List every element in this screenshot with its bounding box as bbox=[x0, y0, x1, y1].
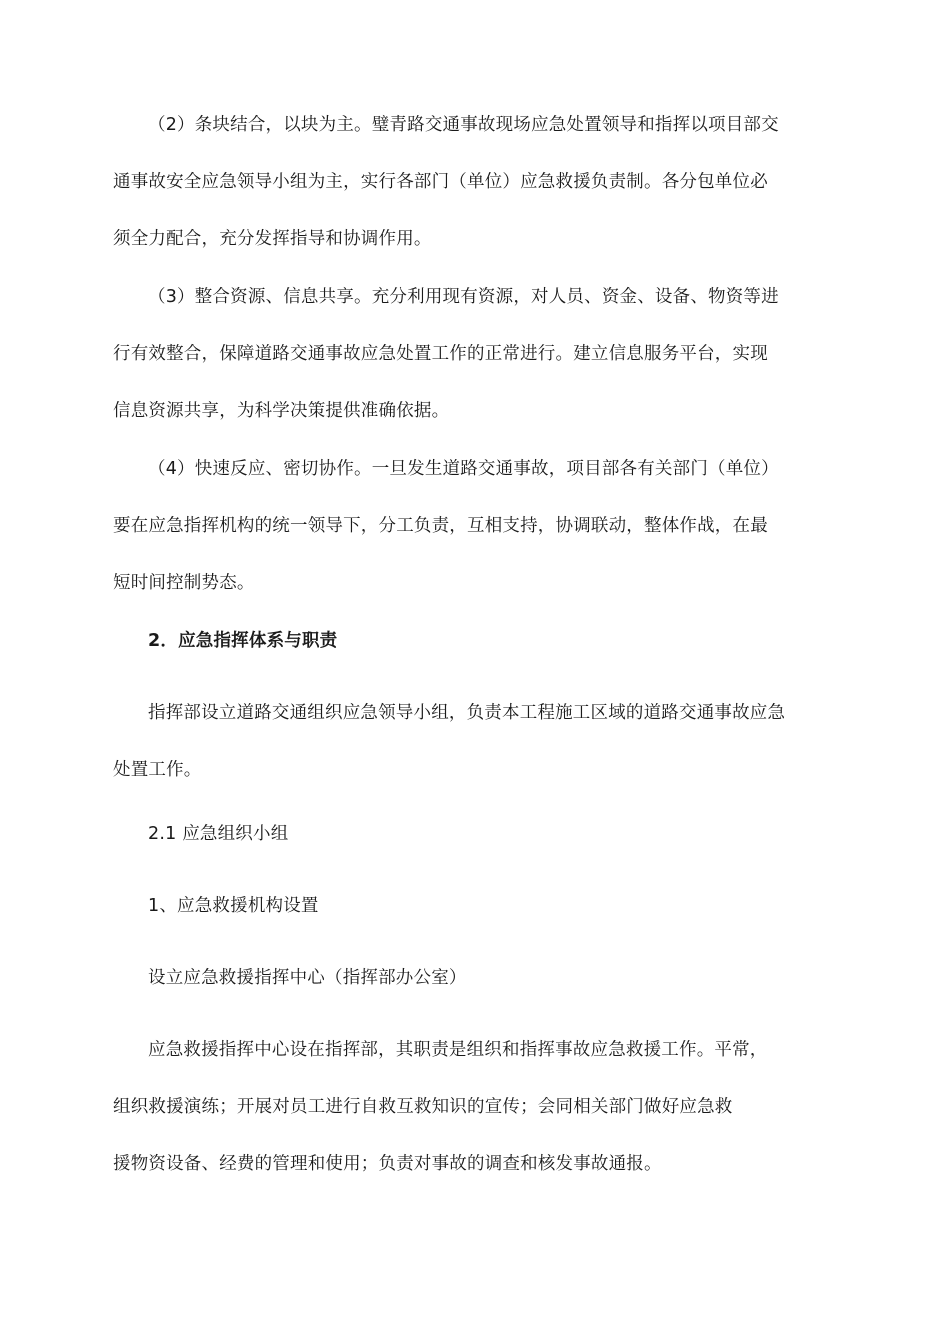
text-line: 应急救援指挥中心设在指挥部，其职责是组织和指挥事故应急救援工作。平常， bbox=[148, 1040, 768, 1060]
text-line: 信息资源共享，为科学决策提供准确依据。 bbox=[113, 401, 450, 421]
paragraph-principle-3 bbox=[113, 269, 843, 440]
text-line: 短时间控制势态。 bbox=[113, 573, 255, 593]
text-line: 1、应急救援机构设置 bbox=[148, 896, 319, 916]
text-line: 通事故安全应急领导小组为主，实行各部门（单位）应急救援负责制。各分包单位必 bbox=[113, 172, 768, 192]
subsection-heading bbox=[113, 806, 843, 863]
text-line: 设立应急救援指挥中心（指挥部办公室） bbox=[148, 968, 467, 988]
text-line: 须全力配合，充分发挥指导和协调作用。 bbox=[113, 229, 432, 249]
paragraph-center-setup bbox=[113, 950, 843, 1007]
list-item-heading bbox=[113, 878, 843, 935]
heading-text: 2．应急指挥体系与职责 bbox=[148, 631, 338, 651]
text-line: （4）快速反应、密切协作。一旦发生道路交通事故，项目部各有关部门（单位） bbox=[148, 459, 779, 479]
text-line: 指挥部设立道路交通组织应急领导小组，负责本工程施工区域的道路交通事故应急 bbox=[148, 703, 786, 723]
paragraph-principle-4 bbox=[113, 441, 843, 612]
section-heading bbox=[113, 613, 843, 670]
paragraph-command-setup bbox=[113, 685, 843, 799]
paragraph-principle-2 bbox=[113, 97, 843, 268]
text-line: 2.1 应急组织小组 bbox=[148, 824, 289, 844]
text-line: 行有效整合，保障道路交通事故应急处置工作的正常进行。建立信息服务平台，实现 bbox=[113, 344, 768, 364]
text-line: （2）条块结合，以块为主。璧青路交通事故现场应急处置领导和指挥以项目部交 bbox=[148, 115, 779, 135]
text-line: 要在应急指挥机构的统一领导下，分工负责，互相支持，协调联动，整体作战，在最 bbox=[113, 516, 768, 536]
text-line: 援物资设备、经费的管理和使用；负责对事故的调查和核发事故通报。 bbox=[113, 1154, 662, 1174]
text-line: 处置工作。 bbox=[113, 760, 202, 780]
text-line: 组织救援演练；开展对员工进行自救互救知识的宣传；会同相关部门做好应急救 bbox=[113, 1097, 733, 1117]
text-line: （3）整合资源、信息共享。充分利用现有资源，对人员、资金、设备、物资等进 bbox=[148, 287, 779, 307]
paragraph-center-duties bbox=[113, 1022, 843, 1193]
